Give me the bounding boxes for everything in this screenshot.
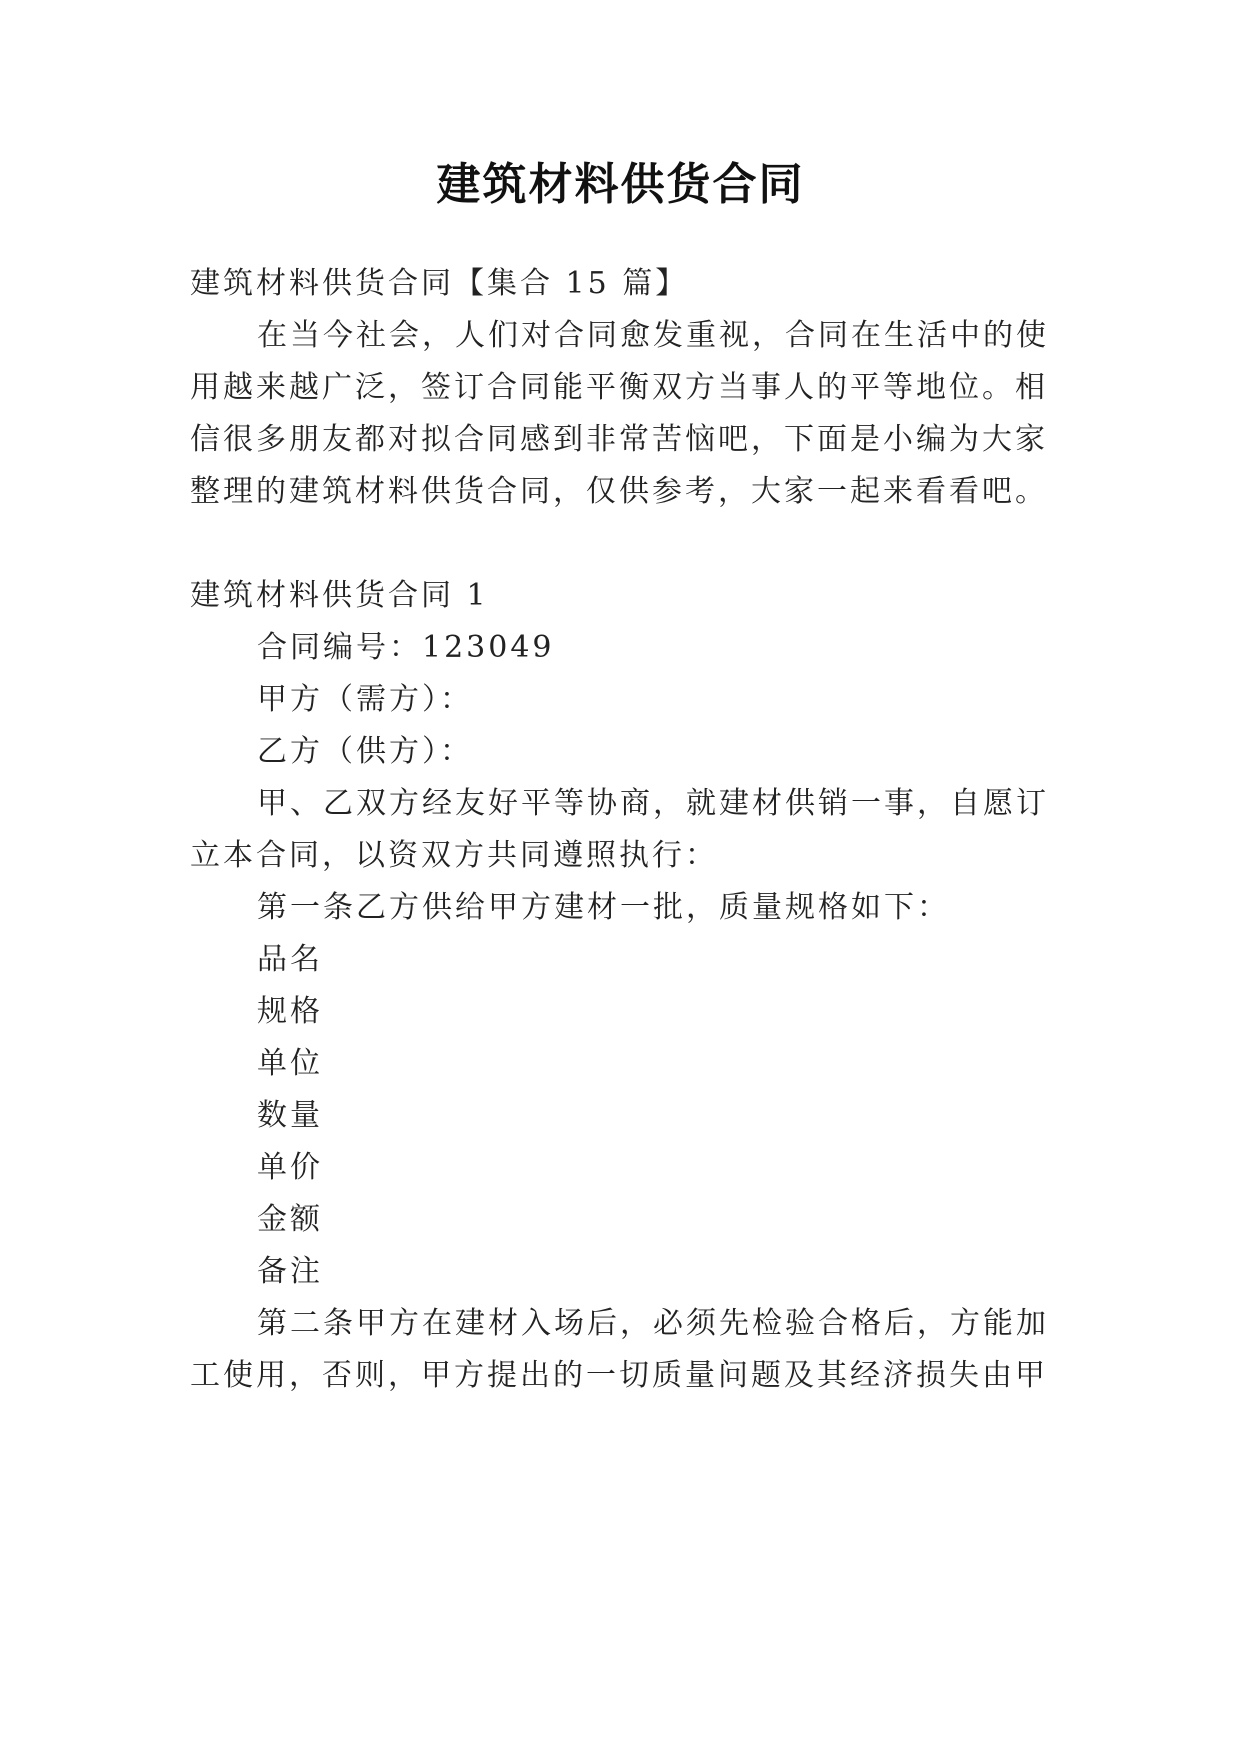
item-field-unit-price: 单价 — [257, 1150, 323, 1185]
item-field-amount: 金额 — [257, 1202, 323, 1237]
party-a-label: 甲方（需方）： — [257, 682, 473, 717]
intro-line-4: 整理的建筑材料供货合同，仅供参考，大家一起来看看吧。 — [190, 474, 1048, 509]
section-heading: 建筑材料供货合同 1 — [190, 578, 489, 613]
document-title: 建筑材料供货合同 — [436, 159, 805, 210]
article-2-line-1: 第二条甲方在建材入场后，必须先检验合格后，方能加 — [257, 1306, 1049, 1341]
intro-line-1: 在当今社会，人们对合同愈发重视，合同在生活中的使 — [257, 318, 1049, 353]
preamble-line-2: 立本合同，以资双方共同遵照执行： — [190, 838, 718, 873]
intro-line-3: 信很多朋友都对拟合同感到非常苦恼吧，下面是小编为大家 — [190, 422, 1048, 457]
item-field-name: 品名 — [257, 942, 323, 977]
intro-line-2: 用越来越广泛，签订合同能平衡双方当事人的平等地位。相 — [190, 370, 1048, 405]
party-b-label: 乙方（供方）： — [257, 734, 473, 769]
article-1: 第一条乙方供给甲方建材一批，质量规格如下： — [257, 890, 950, 925]
item-field-quantity: 数量 — [257, 1098, 323, 1133]
item-field-spec: 规格 — [257, 994, 323, 1029]
article-2-line-2: 工使用，否则，甲方提出的一切质量问题及其经济损失由甲 — [190, 1358, 1048, 1393]
document-subtitle: 建筑材料供货合同【集合 15 篇】 — [190, 266, 689, 301]
item-field-remarks: 备注 — [257, 1254, 323, 1289]
contract-number: 合同编号：123049 — [257, 630, 555, 665]
item-field-unit: 单位 — [257, 1046, 323, 1081]
preamble-line-1: 甲、乙双方经友好平等协商，就建材供销一事，自愿订 — [257, 786, 1049, 821]
